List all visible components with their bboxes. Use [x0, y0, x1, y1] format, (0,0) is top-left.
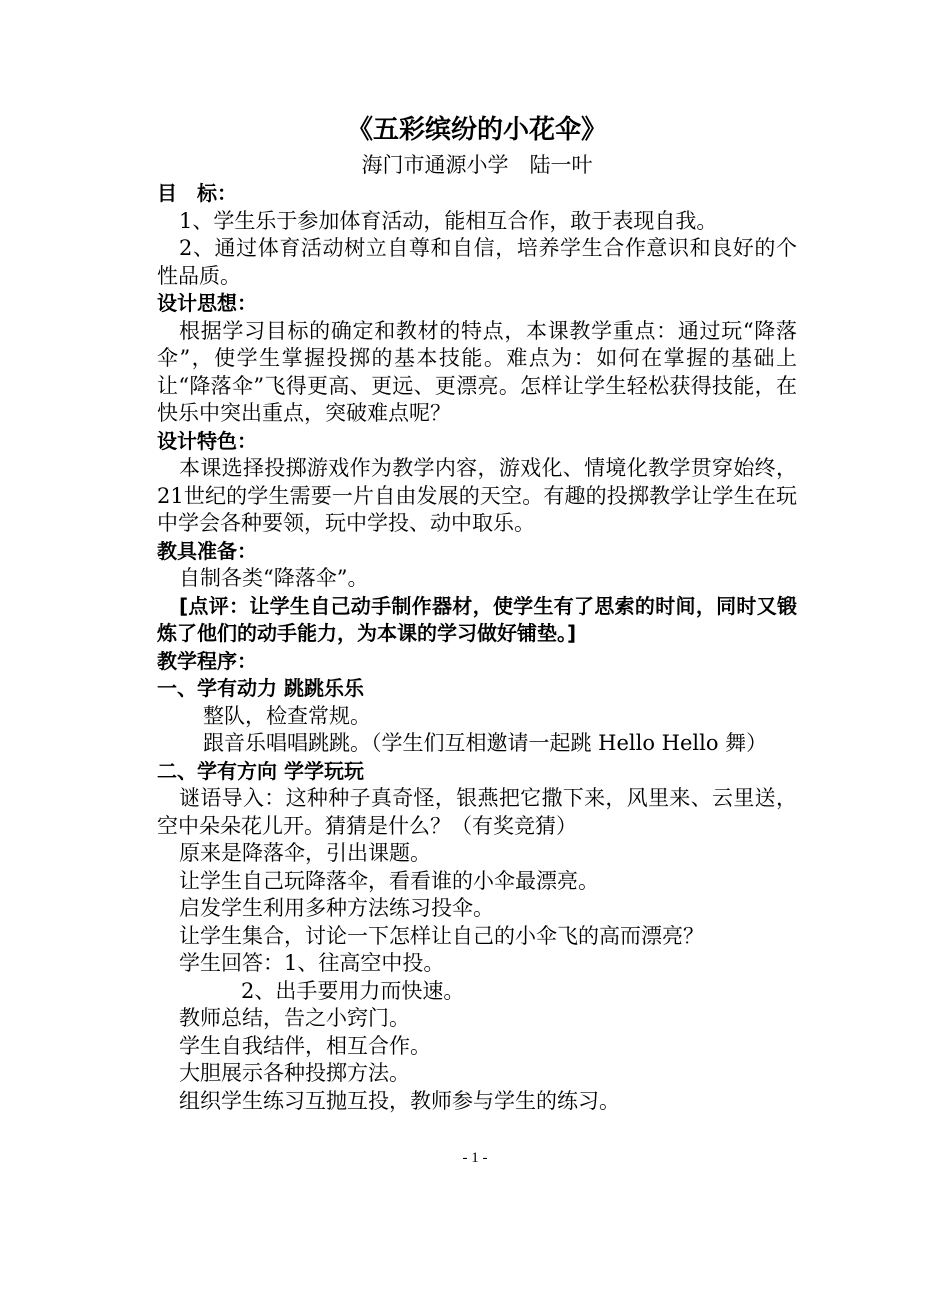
goals-heading: 目 标：: [157, 181, 237, 205]
procedure-line: 让学生自己玩降落伞，看看谁的小伞最漂亮。: [179, 868, 599, 893]
goal-item: 1、学生乐于参加体育活动，能相互合作，敢于表现自我。: [179, 208, 718, 233]
review-comment: [点评：让学生自己动手制作器材，使学生有了思索的时间，同时又锻炼了他们的动手能力，为本课的学习做好铺垫。]: [157, 593, 797, 645]
design-idea-heading: 设计思想：: [157, 291, 257, 315]
procedure-line: 学生回答：1、往高空中投。: [179, 951, 445, 975]
procedure-line: 组织学生练习互抛互投，教师参与学生的练习。: [179, 1088, 620, 1113]
section1-line: 跟音乐唱唱跳跳。（学生们互相邀请一起跳 Hello Hello 舞）: [203, 731, 768, 755]
tools-text: 自制各类“降落伞”。: [179, 566, 369, 590]
student-answer-2: 2、出手要用力而快速。: [241, 978, 465, 1003]
author-line: 海门市通源小学 陆一叶: [361, 153, 593, 177]
procedure-line: 学生自我结伴，相互合作。: [179, 1033, 431, 1058]
procedure-line: 让学生集合，讨论一下怎样让自己的小伞飞的高而漂亮？: [179, 923, 704, 948]
procedure-line: 原来是降落伞，引出课题。: [179, 841, 431, 865]
design-feature-text: 本课选择投掷游戏作为教学内容，游戏化、情境化教学贯穿始终，21世纪的学生需要一片自由发展的天空。有趣的投掷教学让学生在玩中学会各种要领，玩中学投、动中取乐。: [157, 456, 797, 535]
section1-line: 整队，检查常规。: [203, 703, 371, 728]
section1-heading: 一、学有动力 跳跳乐乐: [157, 676, 364, 700]
design-idea-text: 根据学习目标的确定和教材的特点，本课教学重点：通过玩“降落伞”，使学生掌握投掷的基本技能。难点为：如何在掌握的基础上让“降落伞”飞得更高、更远、更漂亮。怎样让学生轻松获得技能，在快乐中突出重点，突破难点呢？: [157, 318, 797, 425]
page-number: - 1 -: [462, 1150, 488, 1166]
document-title: 《五彩缤纷的小花伞》: [346, 115, 607, 145]
procedure-heading: 教学程序：: [157, 648, 257, 673]
section2-heading: 二、学有方向 学学玩玩: [157, 758, 364, 783]
goal-item: 2、通过体育活动树立自尊和自信，培养学生合作意识和良好的个性品质。: [157, 236, 797, 288]
procedure-line: 启发学生利用多种方法练习投伞。: [179, 896, 494, 920]
document-page: [157, 110, 797, 1115]
design-feature-heading: 设计特色：: [157, 428, 257, 453]
tools-heading: 教具准备：: [157, 538, 257, 563]
riddle-text: 谜语导入：这种种子真奇怪，银燕把它撒下来，风里来、云里送，空中朵朵花儿开。猜猜是什么？（有奖竞猜）: [157, 786, 797, 838]
procedure-line: 教师总结，告之小窍门。: [179, 1006, 410, 1030]
procedure-line: 大胆展示各种投掷方法。: [179, 1061, 410, 1085]
